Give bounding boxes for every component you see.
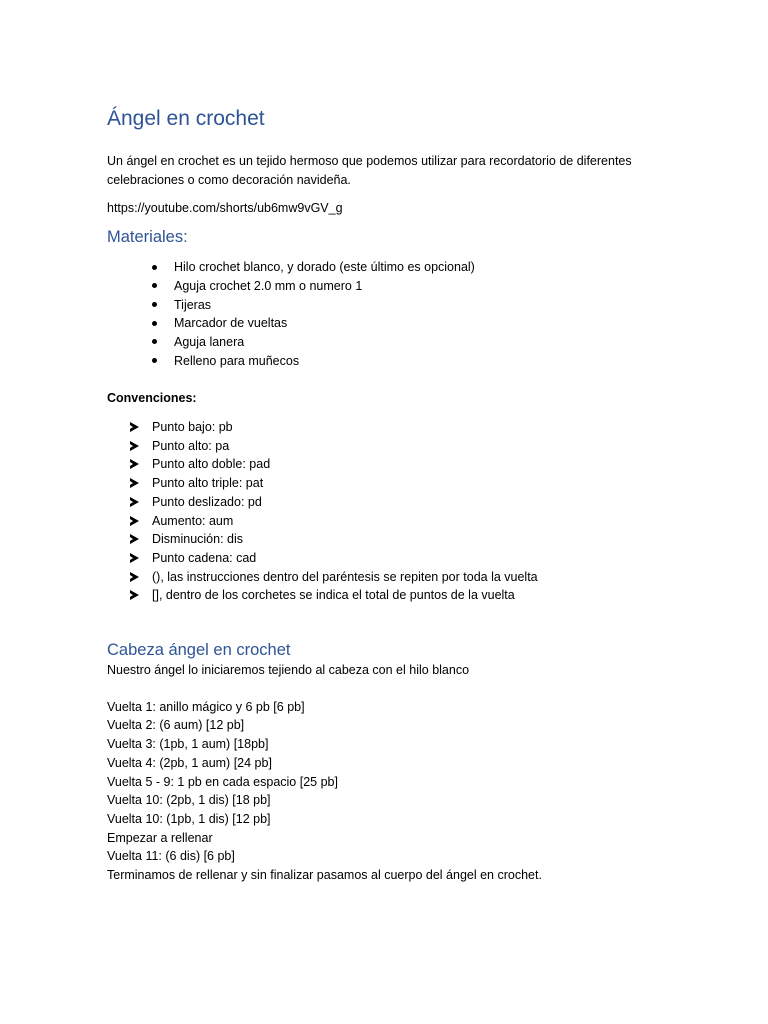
list-item xyxy=(107,314,667,333)
instruction-line: Vuelta 4: (2pb, 1 aum) [24 pb] xyxy=(107,755,272,770)
list-item xyxy=(107,277,667,296)
arrow-bullet-icon xyxy=(130,459,139,469)
document-content xyxy=(107,104,667,885)
materiales-heading: Materiales: xyxy=(107,228,188,247)
document-title: Ángel en crochet xyxy=(107,107,265,130)
instruction-line: Vuelta 10: (2pb, 1 dis) [18 pb] xyxy=(107,793,271,808)
instruction-line: Vuelta 1: anillo mágico y 6 pb [6 pb] xyxy=(107,699,305,714)
list-item-text: (), las instrucciones dentro del paréntesis se repiten por toda la vuelta xyxy=(152,569,538,584)
list-item xyxy=(107,333,667,352)
convenciones-heading: Convenciones: xyxy=(107,391,197,406)
list-item xyxy=(107,296,667,315)
list-item-text: Disminución: dis xyxy=(152,532,244,547)
arrow-bullet-icon xyxy=(130,441,139,451)
cabeza-instructions xyxy=(107,698,667,885)
list-item-text: Punto deslizado: pd xyxy=(152,494,262,509)
list-item xyxy=(107,586,667,605)
arrow-bullet-icon xyxy=(130,553,139,563)
list-item-text: Punto cadena: cad xyxy=(152,550,257,565)
bullet-icon xyxy=(152,265,157,270)
bullet-icon xyxy=(152,339,157,344)
arrow-bullet-icon xyxy=(130,572,139,582)
list-item xyxy=(107,474,667,493)
bullet-icon xyxy=(152,321,157,326)
intro-paragraph: Un ángel en crochet es un tejido hermoso que podemos utilizar para recordatorio de diferentes celebraciones o como decoración navideña. xyxy=(107,154,632,187)
list-item xyxy=(107,418,667,437)
youtube-link[interactable]: https://youtube.com/shorts/ub6mw9vGV_g xyxy=(107,201,343,216)
list-item xyxy=(107,530,667,549)
list-item-text: Hilo crochet blanco, y dorado (este último es opcional) xyxy=(174,260,475,275)
list-item xyxy=(107,437,667,456)
arrow-bullet-icon xyxy=(130,534,139,544)
list-item-text: Aguja crochet 2.0 mm o numero 1 xyxy=(174,278,363,293)
bullet-icon xyxy=(152,283,157,288)
list-item-text: Punto alto doble: pad xyxy=(152,457,271,472)
list-item xyxy=(107,549,667,568)
list-item xyxy=(107,493,667,512)
cabeza-heading: Cabeza ángel en crochet xyxy=(107,641,291,660)
list-item-text: Relleno para muñecos xyxy=(174,353,300,368)
materiales-list xyxy=(107,258,667,370)
list-item xyxy=(107,455,667,474)
list-item-text: Punto alto triple: pat xyxy=(152,476,264,491)
list-item-text: Aumento: aum xyxy=(152,513,234,528)
instruction-line: Vuelta 3: (1pb, 1 aum) [18pb] xyxy=(107,737,269,752)
instruction-line: Empezar a rellenar xyxy=(107,830,213,845)
instruction-line: Vuelta 5 - 9: 1 pb en cada espacio [25 pb] xyxy=(107,774,338,789)
arrow-bullet-icon xyxy=(130,497,139,507)
cabeza-intro: Nuestro ángel lo iniciaremos tejiendo al cabeza con el hilo blanco xyxy=(107,663,470,678)
instruction-line: Terminamos de rellenar y sin finalizar pasamos al cuerpo del ángel en crochet. xyxy=(107,868,542,883)
instruction-line: Vuelta 10: (1pb, 1 dis) [12 pb] xyxy=(107,811,271,826)
list-item xyxy=(107,352,667,371)
instruction-line: Vuelta 11: (6 dis) [6 pb] xyxy=(107,849,235,864)
list-item-text: Marcador de vueltas xyxy=(174,316,288,331)
arrow-bullet-icon xyxy=(130,516,139,526)
bullet-icon xyxy=(152,302,157,307)
list-item-text: [], dentro de los corchetes se indica el total de puntos de la vuelta xyxy=(152,588,515,603)
bullet-icon xyxy=(152,358,157,363)
arrow-bullet-icon xyxy=(130,422,139,432)
list-item xyxy=(107,258,667,277)
instruction-line: Vuelta 2: (6 aum) [12 pb] xyxy=(107,718,245,733)
list-item-text: Punto bajo: pb xyxy=(152,420,233,435)
arrow-bullet-icon xyxy=(130,590,139,600)
list-item-text: Aguja lanera xyxy=(174,334,245,349)
list-item xyxy=(107,512,667,531)
convenciones-list xyxy=(107,418,667,605)
list-item xyxy=(107,568,667,587)
list-item-text: Tijeras xyxy=(174,297,212,312)
arrow-bullet-icon xyxy=(130,478,139,488)
list-item-text: Punto alto: pa xyxy=(152,438,230,453)
